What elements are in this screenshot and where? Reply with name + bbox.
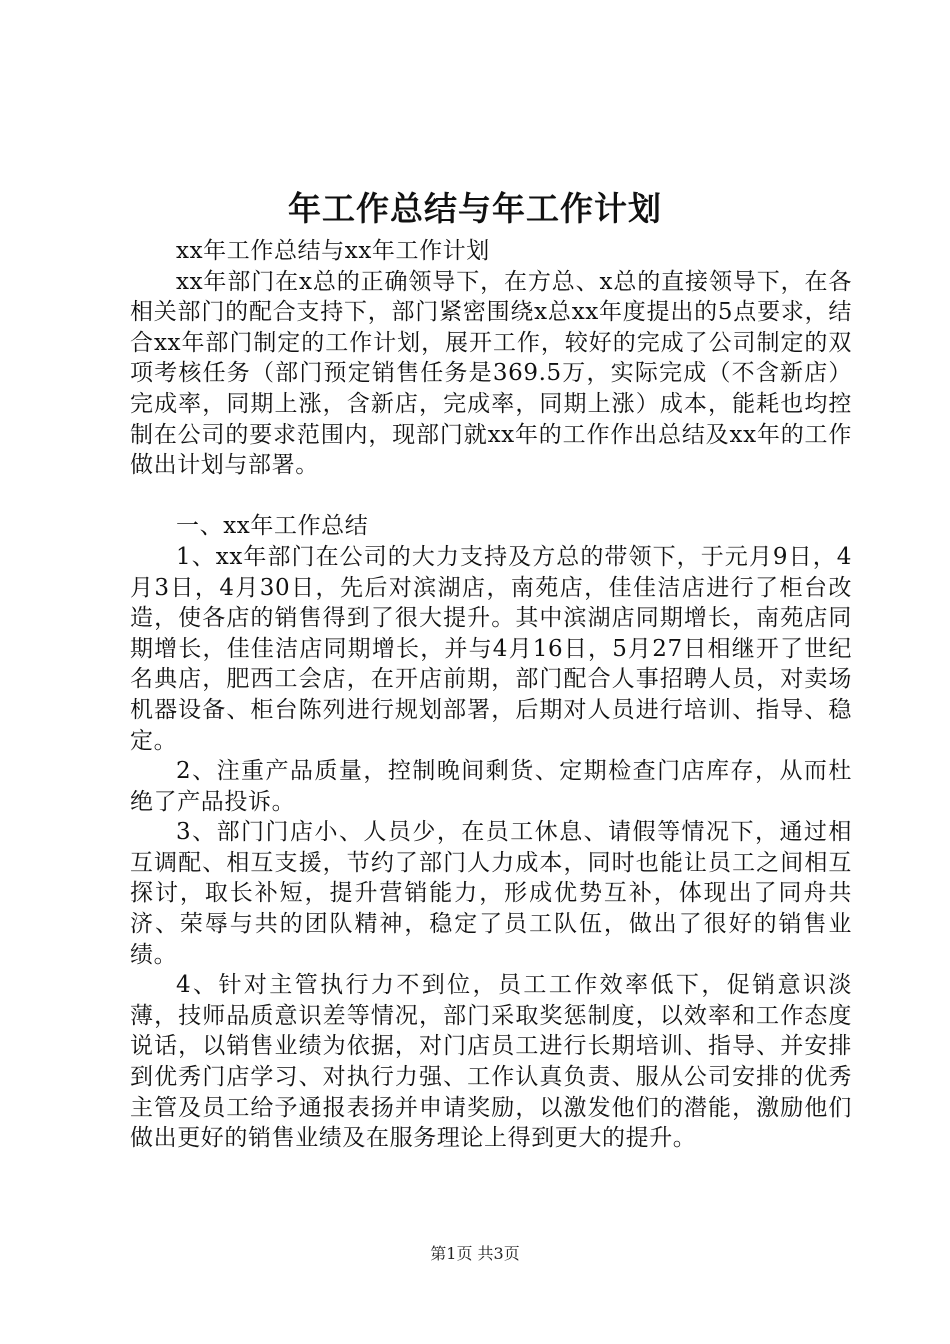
item-paragraph-1: 1、xx年部门在公司的大力支持及方总的带领下，于元月9日，4月3日，4月30日，先后对滨湖店，南苑店，佳佳洁店进行了柜台改造，使各店的销售得到了很大提升。其中滨湖店同期增长，南苑店同期增长，佳佳洁店同期增长，并与4月16日，5月27日相继开了世纪名典店，肥西工会店，在开店前期，部门配合人事招聘人员，对卖场机器设备、柜台陈列进行规划部署，后期对人员进行培训、指导、稳定。 [130,543,852,754]
item-paragraph-4: 4、针对主管执行力不到位，员工工作效率低下，促销意识淡薄，技师品质意识差等情况，部门采取奖惩制度，以效率和工作态度说话，以销售业绩为依据，对门店员工进行长期培训、指导、并安排到优秀门店学习、对执行力强、工作认真负责、服从公司安排的优秀主管及员工给予通报表扬并申请奖励，以激发他们的潜能，激励他们做出更好的销售业绩及在服务理论上得到更大的提升。 [130,972,852,1152]
subtitle-paragraph: xx年工作总结与xx年工作计划 [176,238,490,264]
item-paragraph-2: 2、注重产品质量，控制晚间剩货、定期检查门店库存，从而杜绝了产品投诉。 [130,758,852,815]
document-title: 年工作总结与年工作计划 [288,189,662,228]
item-paragraph-3: 3、部门门店小、人员少，在员工休息、请假等情况下，通过相互调配、相互支援，节约了部门人力成本，同时也能让员工之间相互探讨，取长补短，提升营销能力，形成优势互补，体现出了同舟共济、荣辱与共的团队精神，稳定了员工队伍，做出了很好的销售业绩。 [130,819,852,968]
section-heading: 一、xx年工作总结 [176,513,369,540]
intro-paragraph: xx年部门在x总的正确领导下，在方总、x总的直接领导下，在各相关部门的配合支持下，部门紧密围绕x总xx年度提出的5点要求，结合xx年部门制定的工作计划，展开工作，较好的完成了公司制定的双项考核任务（部门预定销售任务是369.5万，实际完成（不含新店）完成率，同期上涨，含新店，完成率，同期上涨）成本，能耗也均控制在公司的要求范围内，现部门就xx年的工作作出总结及xx年的工作做出计划与部署。 [130,268,852,479]
page-footer: 第1页 共3页 [430,1244,520,1263]
document-body [130,236,852,1154]
